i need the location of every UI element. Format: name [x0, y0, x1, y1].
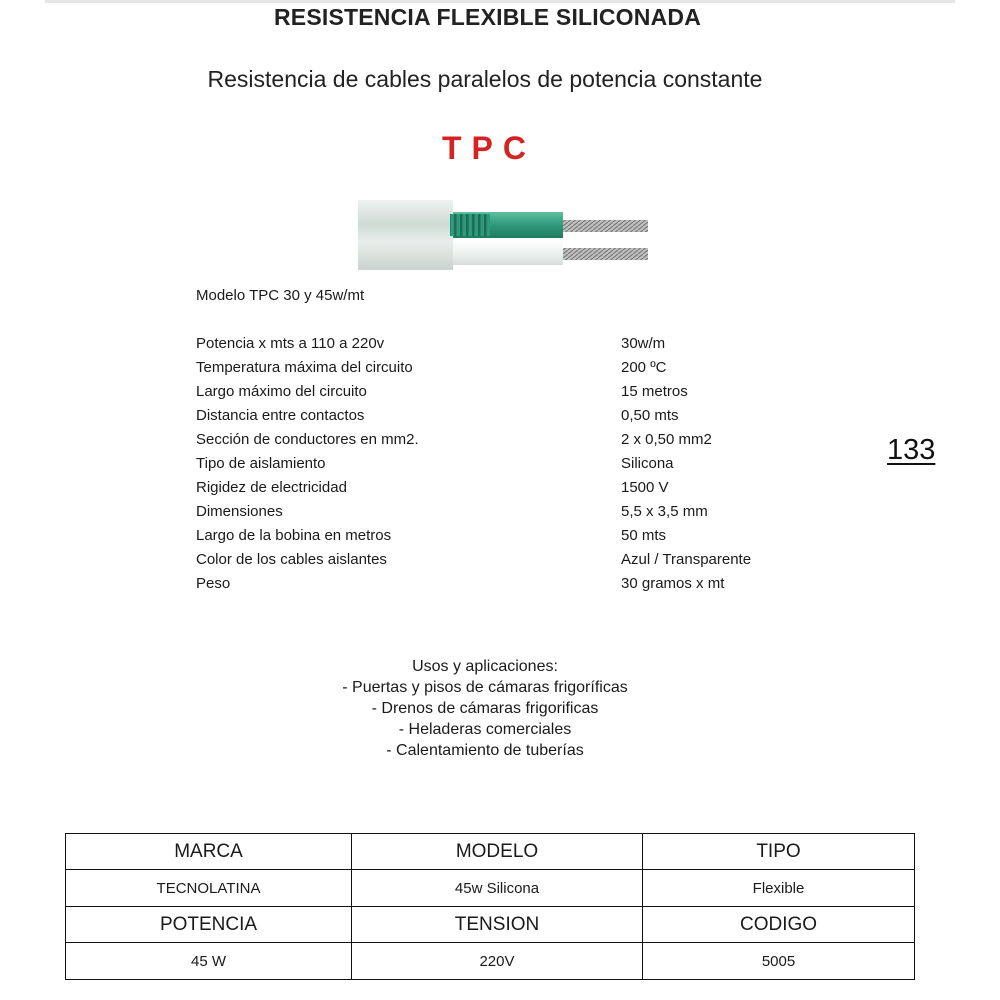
spec-value: 50 mts [621, 527, 667, 544]
spec-value: 200 ºC [621, 359, 667, 376]
spec-list [196, 332, 816, 596]
header-cell-tension: TENSION [352, 907, 643, 943]
table-row [66, 870, 915, 907]
use-item: - Puertas y pisos de cámaras frigoríficas [342, 679, 628, 696]
spec-row [196, 380, 816, 404]
spec-value: 1500 V [621, 479, 669, 496]
spec-row [196, 500, 816, 524]
value-cell-tension: 220V [352, 943, 643, 980]
spec-row [196, 548, 816, 572]
page-subtitle: Resistencia de cables paralelos de potencia constante [207, 66, 763, 92]
product-code: TPC [442, 130, 536, 166]
spec-label: Peso [196, 575, 231, 592]
spec-label: Dimensiones [196, 503, 283, 520]
spec-row [196, 524, 816, 548]
header-cell-codigo: CODIGO [643, 907, 915, 943]
value-cell-potencia: 45 W [66, 943, 352, 980]
spec-label: Distancia entre contactos [196, 407, 365, 424]
spec-label: Largo de la bobina en metros [196, 527, 392, 544]
header-cell-potencia: POTENCIA [66, 907, 352, 943]
spec-label: Tipo de aislamiento [196, 455, 326, 472]
use-item: - Drenos de cámaras frigorificas [371, 700, 599, 717]
spec-value: Azul / Transparente [621, 551, 752, 568]
summary-table [65, 833, 915, 980]
value-cell-codigo: 5005 [643, 943, 915, 980]
uses-heading: Usos y aplicaciones: [412, 658, 558, 675]
spec-row [196, 404, 816, 428]
spec-label: Sección de conductores en mm2. [196, 431, 419, 448]
header-cell-tipo: TIPO [643, 834, 915, 870]
model-label: Modelo TPC 30 y 45w/mt [196, 287, 365, 304]
top-rule [45, 0, 955, 3]
uses-section [0, 656, 970, 761]
spec-label: Largo máximo del circuito [196, 383, 367, 400]
page-title: RESISTENCIA FLEXIBLE SILICONADA [273, 4, 702, 30]
header-cell-modelo: MODELO [352, 834, 643, 870]
value-cell-tipo: Flexible [643, 870, 915, 907]
spec-value: 0,50 mts [621, 407, 679, 424]
spec-value: 30 gramos x mt [621, 575, 725, 592]
spec-label: Rigidez de electricidad [196, 479, 347, 496]
spec-row [196, 428, 816, 452]
spec-row [196, 572, 816, 596]
table-row [66, 943, 915, 980]
spec-row [196, 452, 816, 476]
spec-label: Temperatura máxima del circuito [196, 359, 413, 376]
table-row [66, 834, 915, 870]
spec-value: 2 x 0,50 mm2 [621, 431, 712, 448]
use-item: - Calentamiento de tuberías [386, 742, 584, 759]
spec-value: 30w/m [621, 335, 666, 352]
value-cell-marca: TECNOLATINA [66, 870, 352, 907]
header-cell-marca: MARCA [66, 834, 352, 870]
value-cell-modelo: 45w Silicona [352, 870, 643, 907]
spec-label: Color de los cables aislantes [196, 551, 387, 568]
spec-value: Silicona [621, 455, 674, 472]
table-row [66, 907, 915, 943]
cable-icon [358, 190, 653, 280]
page-number: 133 [887, 434, 936, 466]
spec-value: 15 metros [621, 383, 688, 400]
spec-label: Potencia x mts a 110 a 220v [196, 335, 385, 352]
spec-row [196, 332, 816, 356]
spec-value: 5,5 x 3,5 mm [621, 503, 708, 520]
use-item: - Heladeras comerciales [398, 721, 572, 738]
spec-row [196, 476, 816, 500]
spec-row [196, 356, 816, 380]
